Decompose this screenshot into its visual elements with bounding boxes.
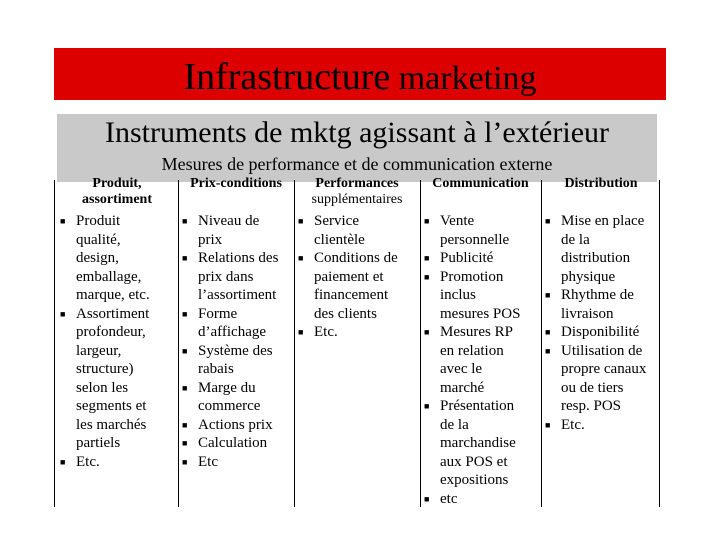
list-item	[422, 397, 539, 490]
item-line: marchandise	[440, 435, 516, 451]
item-line: prix dans	[198, 268, 254, 285]
item-list	[296, 212, 418, 342]
item-line: resp. POS	[561, 398, 622, 414]
item-line: Vente	[440, 213, 475, 229]
list-item	[543, 416, 659, 435]
list-item	[422, 212, 539, 249]
list-item	[543, 323, 659, 342]
item-line: aux POS et	[440, 453, 508, 470]
title-part-1: Infrastructure	[183, 56, 391, 98]
bullet-icon: ■	[424, 216, 430, 226]
bullet-icon: ■	[545, 327, 551, 337]
item-line: Produit	[76, 213, 121, 229]
column-header	[180, 176, 292, 208]
item-line: rabais	[198, 361, 234, 377]
item-line: Mesures RP	[440, 324, 513, 340]
item-list	[180, 212, 292, 471]
item-line: financement	[314, 287, 389, 303]
bullet-icon: ■	[424, 327, 430, 337]
column-divider	[294, 180, 295, 507]
item-line: mesures POS	[440, 305, 521, 322]
item-list	[543, 212, 659, 434]
item-line: Système des	[198, 342, 273, 359]
column-header	[296, 176, 418, 208]
item-line: Etc.	[314, 324, 338, 340]
item-line: Mise en place	[561, 213, 645, 229]
item-line: profondeur,	[76, 324, 146, 340]
item-line: Promotion	[440, 268, 504, 285]
bullet-icon: ■	[182, 216, 188, 226]
bullet-icon: ■	[298, 216, 304, 226]
item-line: Rhythme de	[561, 287, 634, 303]
item-line: expositions	[440, 472, 509, 488]
column-header-line: Performances	[315, 176, 399, 191]
column-produit	[58, 176, 176, 471]
item-line: Etc.	[76, 453, 100, 470]
list-item	[422, 323, 539, 397]
item-line: physique	[561, 268, 616, 285]
column-divider	[178, 180, 179, 507]
item-line: Utilisation de	[561, 342, 643, 359]
item-line: etc	[440, 490, 458, 507]
item-line: segments et	[76, 398, 147, 414]
column-performances	[296, 176, 418, 342]
item-line: Présentation	[440, 398, 515, 414]
item-line: commerce	[198, 398, 261, 414]
column-prix-conditions	[180, 176, 292, 471]
column-header	[422, 176, 539, 208]
column-header-line: assortiment	[82, 192, 152, 207]
column-header-line: supplémentaires	[311, 192, 403, 207]
table-header-band	[57, 114, 657, 182]
item-line: Relations des	[198, 250, 279, 266]
bullet-icon: ■	[545, 216, 551, 226]
bullet-icon: ■	[298, 327, 304, 337]
item-line: Etc	[198, 453, 218, 470]
bullet-icon: ■	[60, 216, 66, 226]
bullet-icon: ■	[424, 271, 430, 282]
item-line: de la	[561, 231, 590, 248]
item-line: personnelle	[440, 231, 510, 248]
list-item	[296, 249, 418, 323]
item-line: l’assortiment	[198, 287, 277, 303]
list-item	[180, 212, 292, 249]
bullet-icon: ■	[424, 253, 430, 263]
list-item	[180, 434, 292, 453]
slide-title	[183, 58, 536, 96]
list-item	[58, 212, 176, 305]
list-item	[180, 249, 292, 305]
table-border-right	[659, 180, 660, 507]
item-line: qualité,	[76, 231, 121, 248]
column-header-line: Communication	[432, 176, 529, 191]
item-line: les marchés	[76, 416, 147, 433]
item-line: design,	[76, 250, 119, 266]
bullet-icon: ■	[182, 438, 188, 448]
bullet-icon: ■	[182, 345, 188, 356]
item-line: des clients	[314, 305, 377, 322]
list-item	[58, 453, 176, 472]
column-divider	[541, 180, 542, 507]
item-line: Actions prix	[198, 416, 273, 433]
item-line: selon les	[76, 379, 129, 396]
item-line: avec le	[440, 361, 483, 377]
item-line: largeur,	[76, 342, 122, 359]
item-line: Etc.	[561, 416, 585, 433]
bullet-icon: ■	[60, 308, 66, 319]
title-banner	[54, 48, 666, 100]
bullet-icon: ■	[298, 253, 304, 263]
list-item	[543, 212, 659, 286]
item-line: propre canaux	[561, 361, 647, 377]
list-item	[58, 305, 176, 453]
item-line: marché	[440, 379, 485, 396]
bullet-icon: ■	[545, 290, 551, 300]
item-line: Disponibilité	[561, 324, 640, 340]
item-line: d’affichage	[198, 324, 267, 340]
item-line: inclus	[440, 287, 476, 303]
item-line: partiels	[76, 435, 121, 451]
list-item	[296, 212, 418, 249]
item-line: livraison	[561, 305, 614, 322]
bullet-icon: ■	[182, 419, 188, 430]
list-item	[180, 342, 292, 379]
item-line: prix	[198, 231, 223, 248]
bullet-icon: ■	[545, 345, 551, 356]
bullet-icon: ■	[182, 382, 188, 393]
instruments-table	[54, 112, 660, 507]
list-item	[543, 286, 659, 323]
column-distribution	[543, 176, 659, 434]
bullet-icon: ■	[60, 456, 66, 467]
list-item	[180, 305, 292, 342]
item-line: Conditions de	[314, 250, 398, 266]
item-line: ou de tiers	[561, 379, 624, 396]
item-line: Service	[314, 213, 359, 229]
item-line: structure)	[76, 361, 134, 377]
item-line: Calculation	[198, 435, 268, 451]
list-item	[180, 453, 292, 472]
item-line: clientèle	[314, 231, 365, 248]
item-line: Forme	[198, 305, 238, 322]
item-line: Publicité	[440, 250, 494, 266]
column-header-line: Prix-conditions	[190, 176, 282, 191]
item-line: Assortiment	[76, 305, 150, 322]
list-item	[180, 379, 292, 416]
bullet-icon: ■	[182, 253, 188, 263]
bullet-icon: ■	[182, 308, 188, 319]
item-line: Niveau de	[198, 213, 260, 229]
item-line: de la	[440, 416, 469, 433]
column-communication	[422, 176, 539, 508]
item-line: paiement et	[314, 268, 384, 285]
item-line: en relation	[440, 342, 504, 359]
column-header-line: Produit,	[92, 176, 142, 191]
column-header	[543, 176, 659, 208]
bullet-icon: ■	[182, 456, 188, 467]
table-subtitle: Mesures de performance et de communication externe	[161, 154, 553, 174]
table-title: Instruments de mktg agissant à l’extérieur	[104, 116, 610, 149]
column-header	[58, 176, 176, 208]
item-line: Marge du	[198, 379, 256, 396]
item-line: distribution	[561, 250, 631, 266]
list-item	[543, 342, 659, 416]
list-item	[422, 490, 539, 509]
column-header-line: Distribution	[564, 176, 638, 191]
item-list	[422, 212, 539, 508]
title-part-2: marketing	[390, 60, 537, 97]
bullet-icon: ■	[545, 419, 551, 430]
list-item	[180, 416, 292, 435]
item-line: marque, etc.	[76, 287, 150, 303]
bullet-icon: ■	[424, 401, 430, 411]
item-list	[58, 212, 176, 471]
item-line: emballage,	[76, 268, 142, 285]
list-item	[422, 268, 539, 324]
list-item	[296, 323, 418, 342]
bullet-icon: ■	[424, 493, 430, 504]
list-item	[422, 249, 539, 268]
column-divider	[420, 180, 421, 507]
table-border-left	[54, 180, 55, 507]
